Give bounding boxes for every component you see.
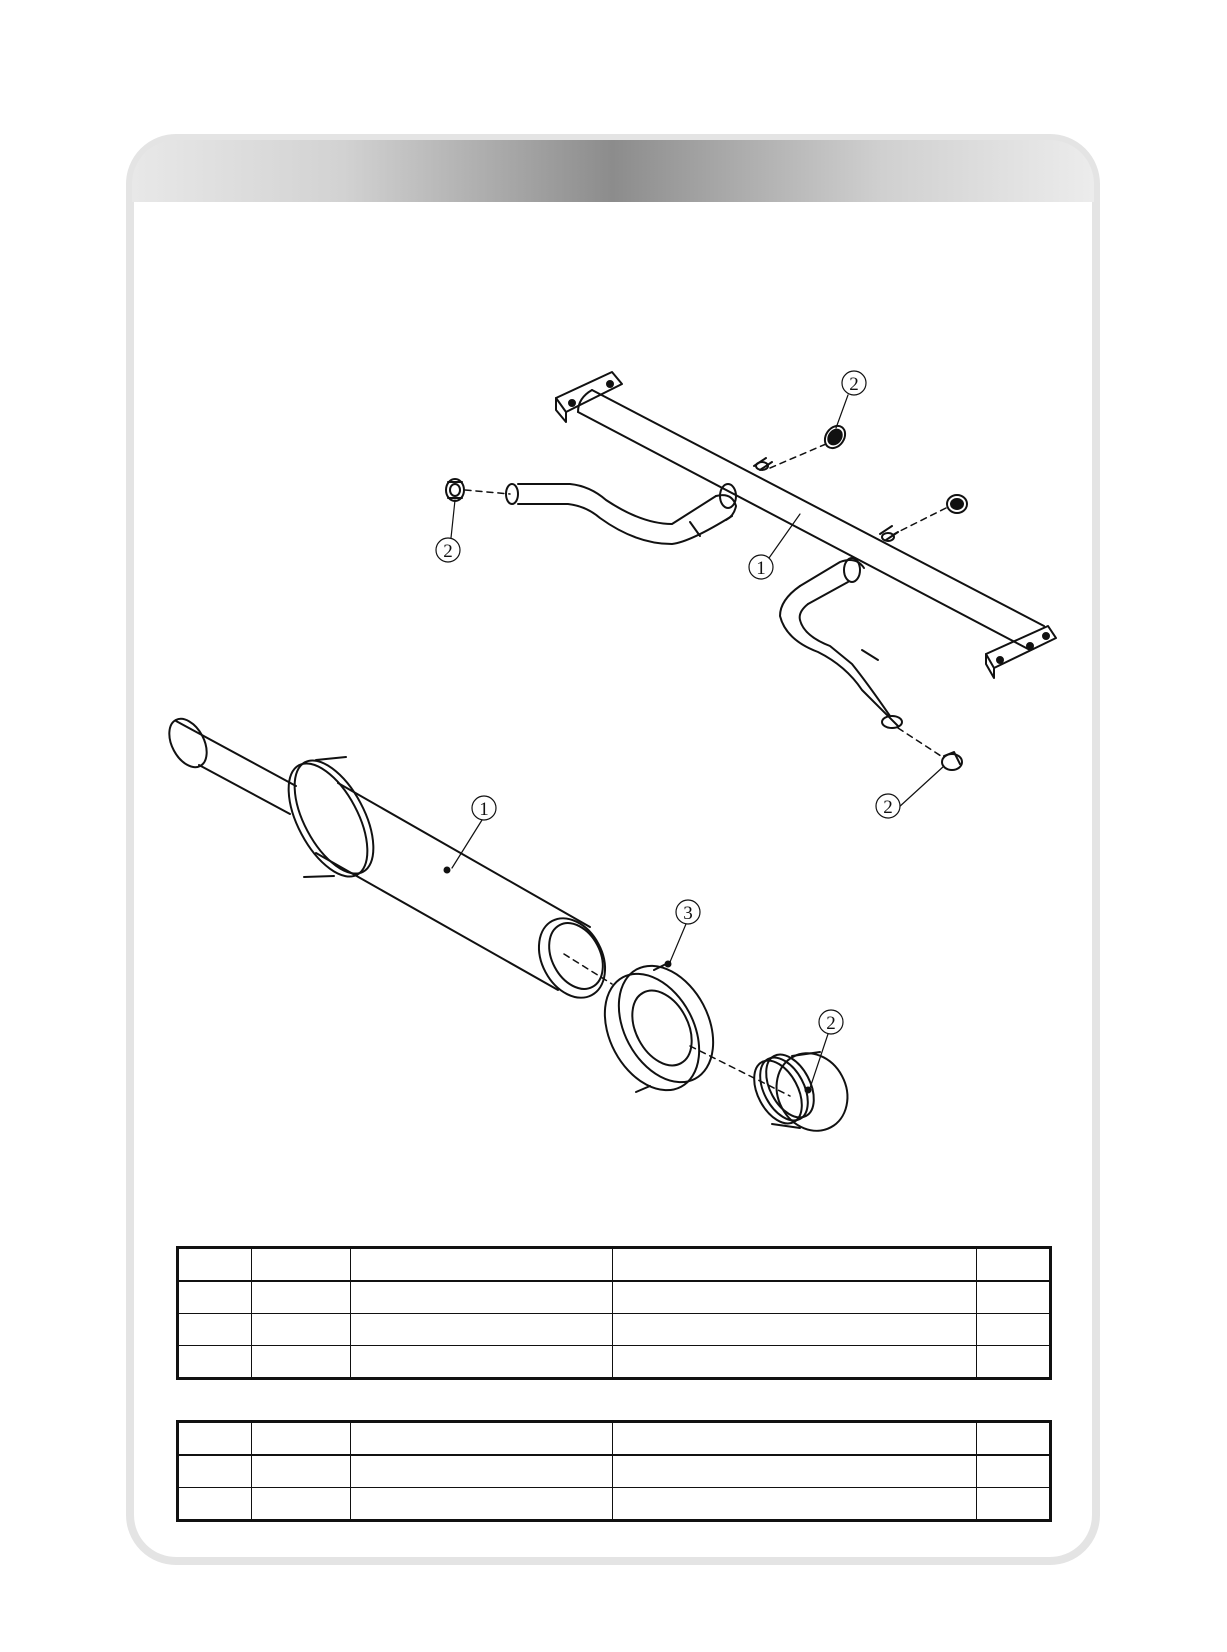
table-cell	[178, 1455, 252, 1488]
table-cell	[252, 1314, 350, 1346]
table-row	[178, 1281, 1051, 1314]
parts-table-top	[176, 1246, 1052, 1380]
callout-label: 2	[826, 1013, 836, 1034]
cap-frame-right	[947, 495, 967, 513]
callout-frame-part	[749, 555, 773, 579]
cap-frame-left	[446, 479, 464, 501]
table-cell	[976, 1281, 1050, 1314]
table-cell	[178, 1314, 252, 1346]
sleeve-assembly	[162, 713, 861, 1144]
table-cell	[350, 1455, 613, 1488]
callout-sleeve-cap	[819, 1010, 843, 1034]
table-cell	[252, 1488, 350, 1521]
sleeve-end-cap	[744, 1041, 860, 1144]
sleeve-flange	[272, 748, 389, 889]
frame-hook-right	[780, 558, 902, 728]
table-cell	[976, 1314, 1050, 1346]
table-cell	[613, 1248, 976, 1282]
callout-label: 2	[849, 374, 859, 395]
callout-leaders	[451, 395, 944, 1088]
table-row	[178, 1314, 1051, 1346]
sleeve-tube	[316, 783, 618, 1009]
table-cell	[252, 1346, 350, 1379]
table-cell	[178, 1281, 252, 1314]
callout-collar-part	[676, 900, 700, 924]
table-cell	[976, 1488, 1050, 1521]
table-cell	[350, 1346, 613, 1379]
callout-frame-cap-top	[842, 371, 866, 395]
table-cell	[613, 1346, 976, 1379]
table-cell	[252, 1455, 350, 1488]
table-cell	[350, 1314, 613, 1346]
callout-label: 1	[756, 558, 766, 579]
callout-frame-cap-left	[436, 538, 460, 562]
frame-mount-plate-right	[986, 626, 1056, 678]
table-cell	[976, 1455, 1050, 1488]
table-cell	[613, 1422, 976, 1456]
table-cell	[976, 1422, 1050, 1456]
table-row	[178, 1455, 1051, 1488]
table-cell	[350, 1422, 613, 1456]
table-cell	[350, 1248, 613, 1282]
cap-frame-bottom	[942, 752, 962, 770]
table-cell	[613, 1281, 976, 1314]
callout-label: 2	[883, 797, 893, 818]
table-cell	[613, 1314, 976, 1346]
table-row	[178, 1346, 1051, 1379]
table-cell	[252, 1422, 350, 1456]
callout-label: 3	[683, 903, 693, 924]
collar-ring	[586, 950, 732, 1107]
table-cell	[613, 1455, 976, 1488]
table-cell	[252, 1248, 350, 1282]
table-header-row	[178, 1422, 1051, 1456]
sleeve-shaft	[162, 713, 296, 814]
table-cell	[613, 1488, 976, 1521]
callout-frame-cap-bottom	[876, 794, 900, 818]
parts-table-bottom	[176, 1420, 1052, 1522]
table-cell	[178, 1422, 252, 1456]
table-cell	[976, 1346, 1050, 1379]
table-cell	[178, 1248, 252, 1282]
table-cell	[350, 1488, 613, 1521]
table-row	[178, 1488, 1051, 1521]
callout-label: 1	[479, 799, 489, 820]
callout-sleeve-part	[472, 796, 496, 820]
table-header-row	[178, 1248, 1051, 1282]
table-cell	[976, 1248, 1050, 1282]
table-cell	[252, 1281, 350, 1314]
cap-frame-top	[821, 422, 850, 452]
frame-mount-plate-left	[556, 372, 622, 422]
table-cell	[350, 1281, 613, 1314]
table-cell	[178, 1346, 252, 1379]
table-cell	[178, 1488, 252, 1521]
callout-label: 2	[443, 541, 453, 562]
frame-hook-left	[506, 484, 736, 544]
